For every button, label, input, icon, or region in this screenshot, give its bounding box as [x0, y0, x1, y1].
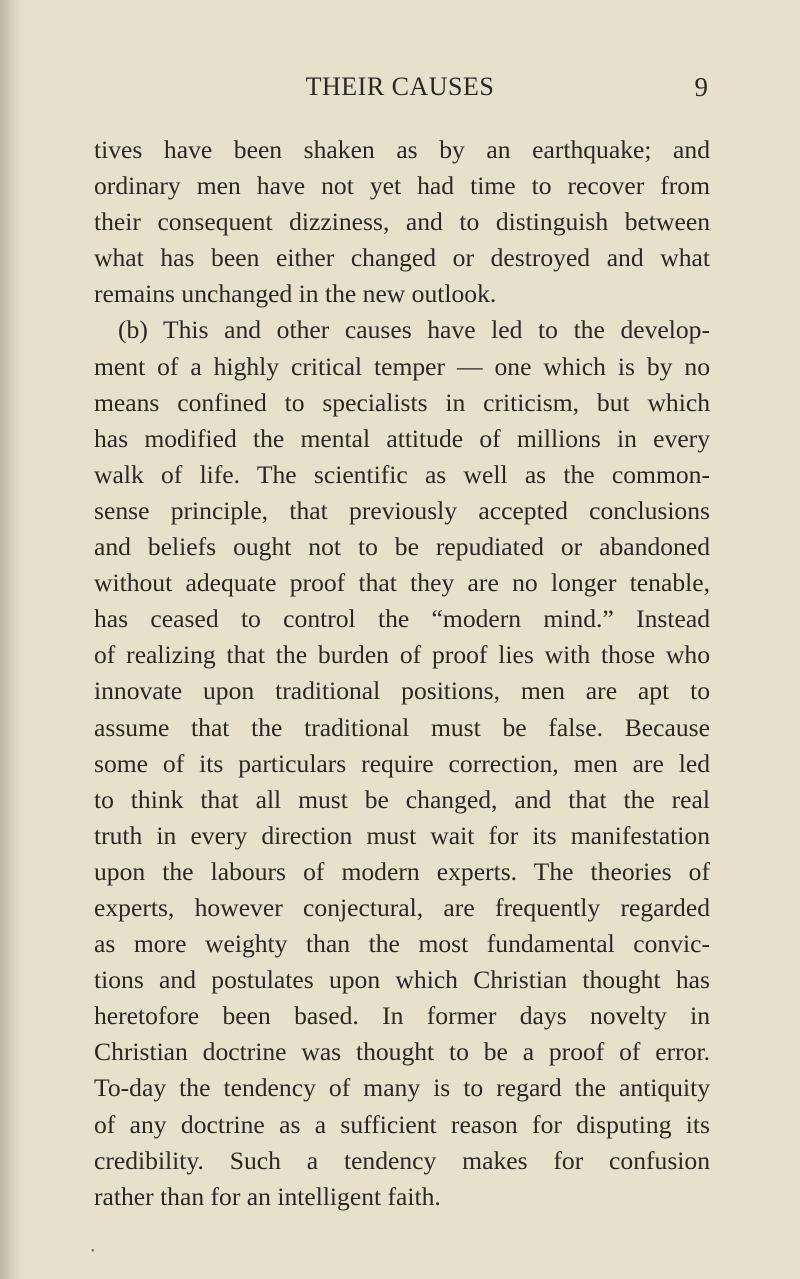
text-line: Christian doctrine was thought to be a proof of error. [94, 1037, 710, 1067]
text-line: experts, however conjectural, are frequently regarded [94, 892, 710, 922]
text-line: of any doctrine as a sufficient reason for disputing its [94, 1109, 710, 1139]
text-line: To-day the tendency of many is to regard the antiquity [94, 1073, 710, 1103]
text-line: ordinary men have not yet had time to recover from [94, 171, 710, 201]
text-line: innovate upon traditional positions, men are apt to [94, 676, 710, 706]
text-line: upon the labours of modern experts. The theories of [94, 856, 710, 886]
body-text [94, 132, 710, 1215]
text-line: as more weighty than the most fundamental convic- [94, 929, 710, 959]
text-line: tives have been shaken as by an earthquake; and [94, 135, 710, 164]
page-number: 9 [694, 72, 708, 102]
text-line: ment of a highly critical temper — one which is by no [94, 351, 710, 381]
text-line: and beliefs ought not to be repudiated or abandoned [94, 532, 710, 562]
text-line: tions and postulates upon which Christian thought has [94, 965, 710, 995]
text-line: credibility. Such a tendency makes for confusion [94, 1145, 710, 1175]
running-head: THEIR CAUSES [305, 72, 495, 101]
text-line: to think that all must be changed, and that the real [94, 784, 710, 814]
text-line: of realizing that the burden of proof lies with those who [94, 640, 710, 670]
text-line: some of its particulars require correction, men are led [94, 748, 710, 778]
text-line: (b) This and other causes have led to the develop- [118, 315, 710, 345]
text-line: has ceased to control the “modern mind.” Instead [94, 604, 710, 634]
text-line: remains unchanged in the new outlook. [94, 279, 497, 309]
text-line: assume that the traditional must be false. Because [94, 712, 710, 742]
text-line: rather than for an intelligent faith. [94, 1181, 441, 1211]
text-line: means confined to specialists in criticism, but which [94, 387, 710, 417]
printer-mark: • [91, 1246, 95, 1257]
text-line: without adequate proof that they are no longer tenable, [94, 568, 710, 598]
text-line: heretofore been based. In former days novelty in [94, 1001, 710, 1031]
page-edge-shadow [0, 0, 22, 1279]
text-line: walk of life. The scientific as well as the common- [94, 459, 710, 489]
page-header [0, 70, 800, 110]
text-line: sense principle, that previously accepted conclusions [94, 495, 710, 525]
text-line: what has been either changed or destroyed and what [94, 243, 710, 273]
text-line: truth in every direction must wait for its manifestation [94, 820, 710, 850]
text-line: their consequent dizziness, and to distinguish between [94, 207, 710, 237]
text-line: has modified the mental attitude of millions in every [94, 423, 710, 453]
